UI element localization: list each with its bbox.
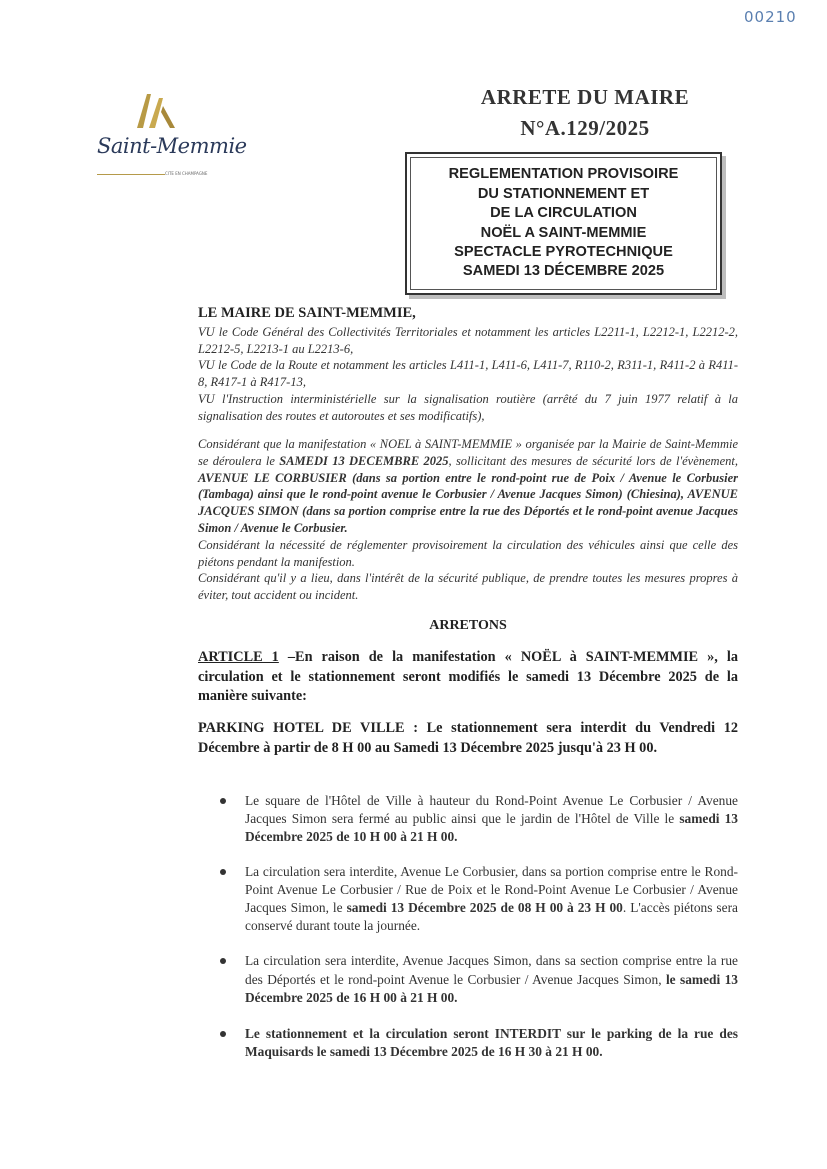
vu-paragraph: VU le Code Général des Collectivités Territoriales et notamment les articles L2211-1, L2212-1, L2212-2, L2212-5, L2213-1 au L2213-6,: [198, 325, 738, 356]
vu-paragraph: VU le Code de la Route et notamment les articles L411-1, L411-6, L411-7, R110-2, R311-1, R411-2 à R411-8, R417-1 à R417-13,: [198, 358, 738, 390]
list-item: [220, 952, 738, 1007]
bullet-icon: [220, 869, 226, 875]
item-text: La circulation sera interdite, Avenue Le Corbusier, dans sa portion comprise entre le Rond-Point Avenue Le Corbusier / Rue de Poix et le Rond-Point Avenue Le Corbusier / Avenue Jacques Simon, le: [245, 863, 738, 916]
legal-references: [198, 324, 738, 424]
parking-rule: PARKING HOTEL DE VILLE : Le stationnement sera interdit du Vendredi 12 Décembre à partir de 8 H 00 au Samedi 13 Décembre 2025 jusqu'à 23 H 00.: [198, 720, 738, 756]
subject-line: NOËL A SAINT-MEMMIE: [480, 224, 647, 241]
subject-box: [405, 152, 722, 295]
event-date: SAMEDI 13 DECEMBRE 2025: [279, 453, 449, 468]
logo-tagline: CITE EN CHAMPAGNE: [165, 171, 208, 176]
bullet-icon: [220, 798, 226, 804]
subject-line: SAMEDI 13 DÉCEMBRE 2025: [462, 263, 665, 280]
subject-line: REGLEMENTATION PROVISOIRE: [448, 166, 679, 183]
item-tail: . L'accès piétons sera conservé durant toute la journée.: [245, 900, 738, 934]
list-item: [220, 863, 738, 936]
decree-title: [440, 82, 730, 144]
article-text: –En raison de la manifestation « NOËL à SAINT-MEMMIE », la circulation et le stationnement seront modifiés le samedi 13 Décembre 2025 de la manière suivante:: [198, 649, 738, 704]
measures-list: [220, 792, 738, 1061]
page-number: 00210: [744, 8, 797, 26]
item-date: Le stationnement et la circulation seront INTERDIT sur le parking de la rue des Maquisards le samedi 13 Décembre 2025 de 16 H 30 à 21 H 00.: [245, 1026, 738, 1060]
item-text: Le square de l'Hôtel de Ville à hauteur du Rond-Point Avenue Le Corbusier / Avenue Jacques Simon sera fermé au public ainsi que le jardin de l'Hôtel de Ville le: [245, 793, 738, 827]
list-item: [220, 1025, 738, 1061]
subject-line: SPECTACLE PYROTECHNIQUE: [454, 243, 673, 260]
affected-streets: AVENUE LE CORBUSIER (dans sa portion entre le rond-point rue de Poix / Avenue le Corbusier (Tambaga) ainsi que le rond-point avenue le Corbusier / Avenue Jacques Simon) (Chiesina), AVENUE JACQUES SIMON (dans sa portion comprise entre la rue des Déportés et le rond-point avenue Jacques Simon / Avenue le Corbusier.: [198, 470, 738, 535]
decree-title-line1: ARRETE DU MAIRE: [480, 85, 690, 109]
logo-divider: [97, 174, 165, 175]
vu-paragraph: VU l'Instruction interministérielle sur la signalisation routière (arrêté du 7 juin 1977 relatif à la signalisation des routes et autoroutes et ses modificatifs),: [198, 391, 738, 423]
article-label: ARTICLE 1: [198, 649, 279, 665]
item-text: La circulation sera interdite, Avenue Jacques Simon, dans sa section comprise entre la rue des Déportés et le rond-point Avenue le Corbusier / Avenue Jacques Simon,: [245, 953, 738, 987]
item-date: samedi 13 Décembre 2025 de 08 H 00 à 23 H 00: [346, 900, 623, 916]
item-date: le samedi 13 Décembre 2025 de 16 H 00 à 21 H 00.: [245, 971, 738, 1005]
bullet-icon: [220, 1031, 226, 1037]
decree-number: N°A.129/2025: [520, 116, 650, 140]
bullet-icon: [220, 958, 226, 964]
arretons-heading: ARRETONS: [429, 618, 507, 633]
consid-paragraph-3: Considérant qu'il y a lieu, dans l'intérêt de la sécurité publique, de prendre toutes les mesures propres à éviter, tout accident ou incident.: [198, 571, 738, 603]
mayor-heading: LE MAIRE DE SAINT-MEMMIE,: [198, 305, 416, 321]
mountain-logo-icon: [135, 92, 181, 130]
subject-line: DU STATIONNEMENT ET: [477, 185, 650, 202]
consid-paragraph-1: [198, 436, 738, 537]
item-date: samedi 13 Décembre 2025 de 10 H 00 à 21 H 00.: [245, 811, 738, 845]
considerations: [198, 436, 738, 604]
subject-line: DE LA CIRCULATION: [490, 205, 637, 222]
consid-text: Considérant que la manifestation « NOEL à SAINT-MEMMIE » organisée par la Mairie de Saint-Memmie se déroulera le: [198, 437, 738, 468]
article-1: [198, 648, 738, 707]
list-item: [220, 792, 738, 847]
consid-text: , sollicitant des mesures de sécurité lors de l'évènement,: [448, 453, 738, 468]
consid-paragraph-2: Considérant la nécessité de réglementer provisoirement la circulation des véhicules ainsi que celle des piétons pendant la manifestion.: [198, 537, 738, 569]
city-logo: [97, 92, 247, 182]
logo-name: Saint-Memmie: [97, 134, 247, 158]
